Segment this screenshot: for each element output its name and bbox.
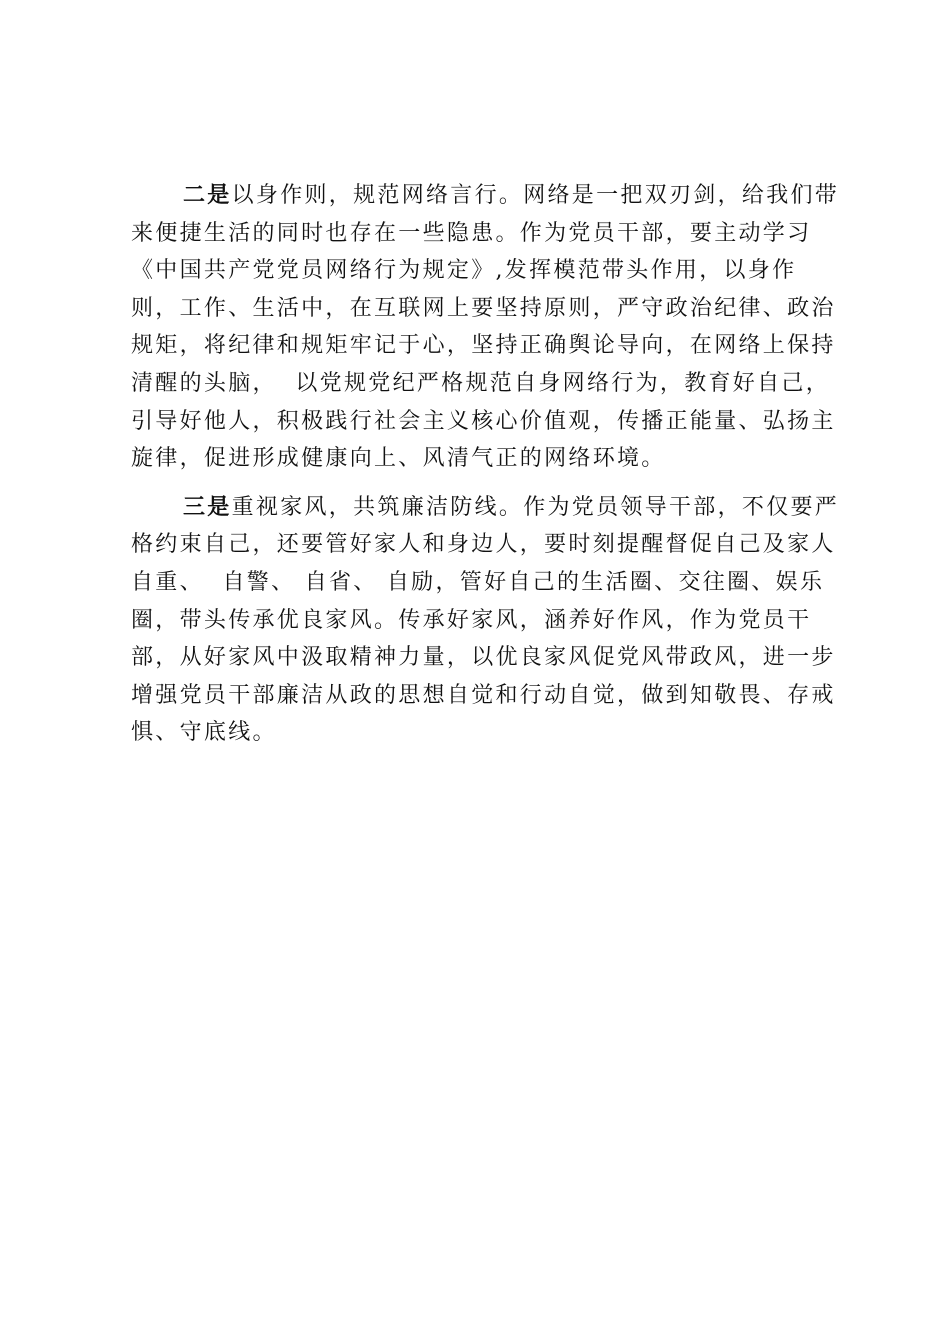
paragraph-two-text: 以身作则，规范网络言行。网络是一把双刃剑，给我们带来便捷生活的同时也存在一些隐患。作为党员干部，要主动学习《中国共产党党员网络行为规定》,发挥模范带头作用，以身作则，工作、生活中，在互联网上要坚持原则，严守政治纪律、政治规矩，将纪律和规矩牢记于心，坚持正确舆论导向，在网络上保持清醒的头脑， 以党规党纪严格规范自身网络行为，教育好自己，引导好他人，积极践行社会主义核心价值观，传播正能量、弘扬主旋律，促进形成健康向上、风清气正的网络环境。	[131, 183, 840, 472]
paragraph-two	[131, 177, 843, 478]
paragraph-three-lead: 三是	[183, 493, 232, 520]
paragraph-three	[131, 489, 843, 752]
paragraph-three-text: 重视家风，共筑廉洁防线。作为党员领导干部，不仅要严格约束自己，还要管好家人和身边人，要时刻提醒督促自己及家人自重、 自警、 自省、 自励，管好自己的生活圈、交往圈、娱乐圈，带头传承优良家风。传承好家风，涵养好作风，作为党员干部，从好家风中汲取精神力量，以优良家风促党风带政风，进一步增强党员干部廉洁从政的思想自觉和行动自觉，做到知敬畏、存戒惧、守底线。	[131, 494, 840, 746]
document-body	[131, 177, 843, 752]
paragraph-two-lead: 二是	[183, 182, 232, 208]
